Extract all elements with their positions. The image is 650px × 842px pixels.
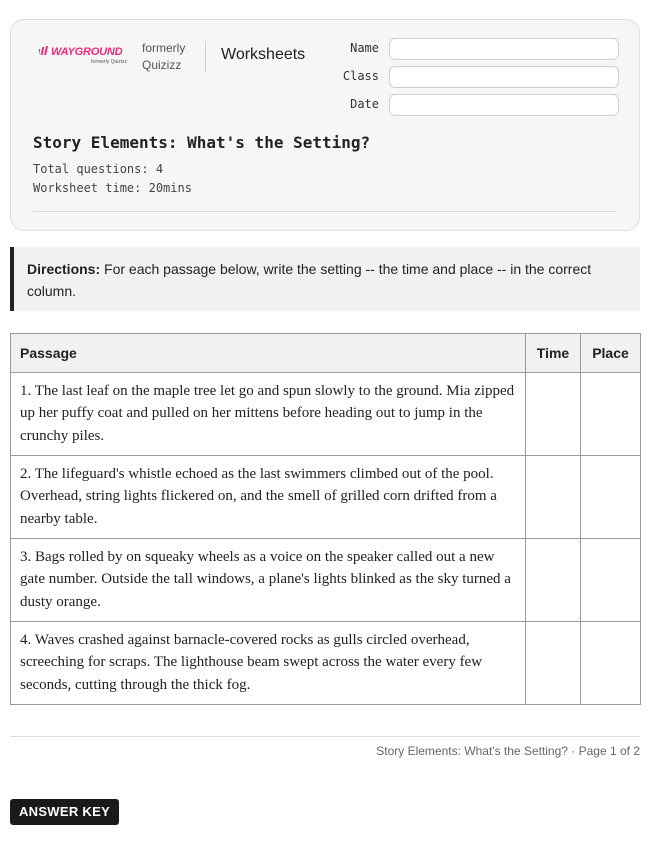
name-field-row [311,38,619,60]
wayground-logo [39,46,127,65]
place-answer-cell[interactable] [581,456,641,539]
logo-text: WAYGROUND [51,46,123,58]
time-answer-cell[interactable] [526,373,581,456]
directions-label: Directions: [27,261,101,277]
column-header-passage: Passage [11,334,526,373]
logo-bars-icon [39,46,49,58]
place-answer-cell[interactable] [581,539,641,622]
directions-text: For each passage below, write the setting -- the time and place -- in the correct column. [27,261,592,299]
date-label: Date [350,97,379,111]
formerly-line-1: formerly [142,41,186,55]
total-questions: Total questions: 4 [33,162,164,176]
class-field-row [311,66,619,88]
worksheet-title: Story Elements: What's the Setting? [33,133,371,152]
table-header-row [11,334,641,373]
time-answer-cell[interactable] [526,622,581,705]
column-header-time: Time [526,334,581,373]
page-footer: Story Elements: What's the Setting? · Page 1 of 2 [376,744,640,758]
logo-subtext: formerly Quizizz [91,59,127,65]
footer-rule [10,736,640,737]
date-field-row [311,94,619,116]
name-label: Name [350,41,379,55]
date-input[interactable] [389,94,619,116]
formerly-note [142,40,185,74]
answer-key-badge: ANSWER KEY [10,799,119,825]
table-row [11,373,641,456]
directions-box [10,247,640,311]
passage-cell: 3. Bags rolled by on squeaky wheels as a voice on the speaker called out a new gate number. Outside the tall windows, a plane's lights blinked as the sky turned a dusty orange. [11,539,526,622]
passage-cell: 4. Waves crashed against barnacle-covered rocks as gulls circled overhead, screeching for scraps. The lighthouse beam swept across the water every few seconds, cutting through the thick fog. [11,622,526,705]
table-row [11,539,641,622]
header-divider [205,41,206,72]
formerly-line-2: Quizizz [142,58,182,72]
time-answer-cell[interactable] [526,456,581,539]
section-label: Worksheets [221,46,306,63]
worksheet-header-card [10,19,640,231]
column-header-place: Place [581,334,641,373]
passage-cell: 2. The lifeguard's whistle echoed as the last swimmers climbed out of the pool. Overhead, string lights flickered on, and the smell of grilled corn drifted from a nearby table. [11,456,526,539]
name-input[interactable] [389,38,619,60]
worksheet-time: Worksheet time: 20mins [33,181,192,195]
table-row [11,622,641,705]
table-row [11,456,641,539]
place-answer-cell[interactable] [581,373,641,456]
class-input[interactable] [389,66,619,88]
time-answer-cell[interactable] [526,539,581,622]
passage-cell: 1. The last leaf on the maple tree let go and spun slowly to the ground. Mia zipped up her puffy coat and pulled on her mittens before heading out to jump in the crunchy piles. [11,373,526,456]
header-rule [33,211,617,212]
passages-table [10,333,641,705]
class-label: Class [342,69,379,83]
place-answer-cell[interactable] [581,622,641,705]
